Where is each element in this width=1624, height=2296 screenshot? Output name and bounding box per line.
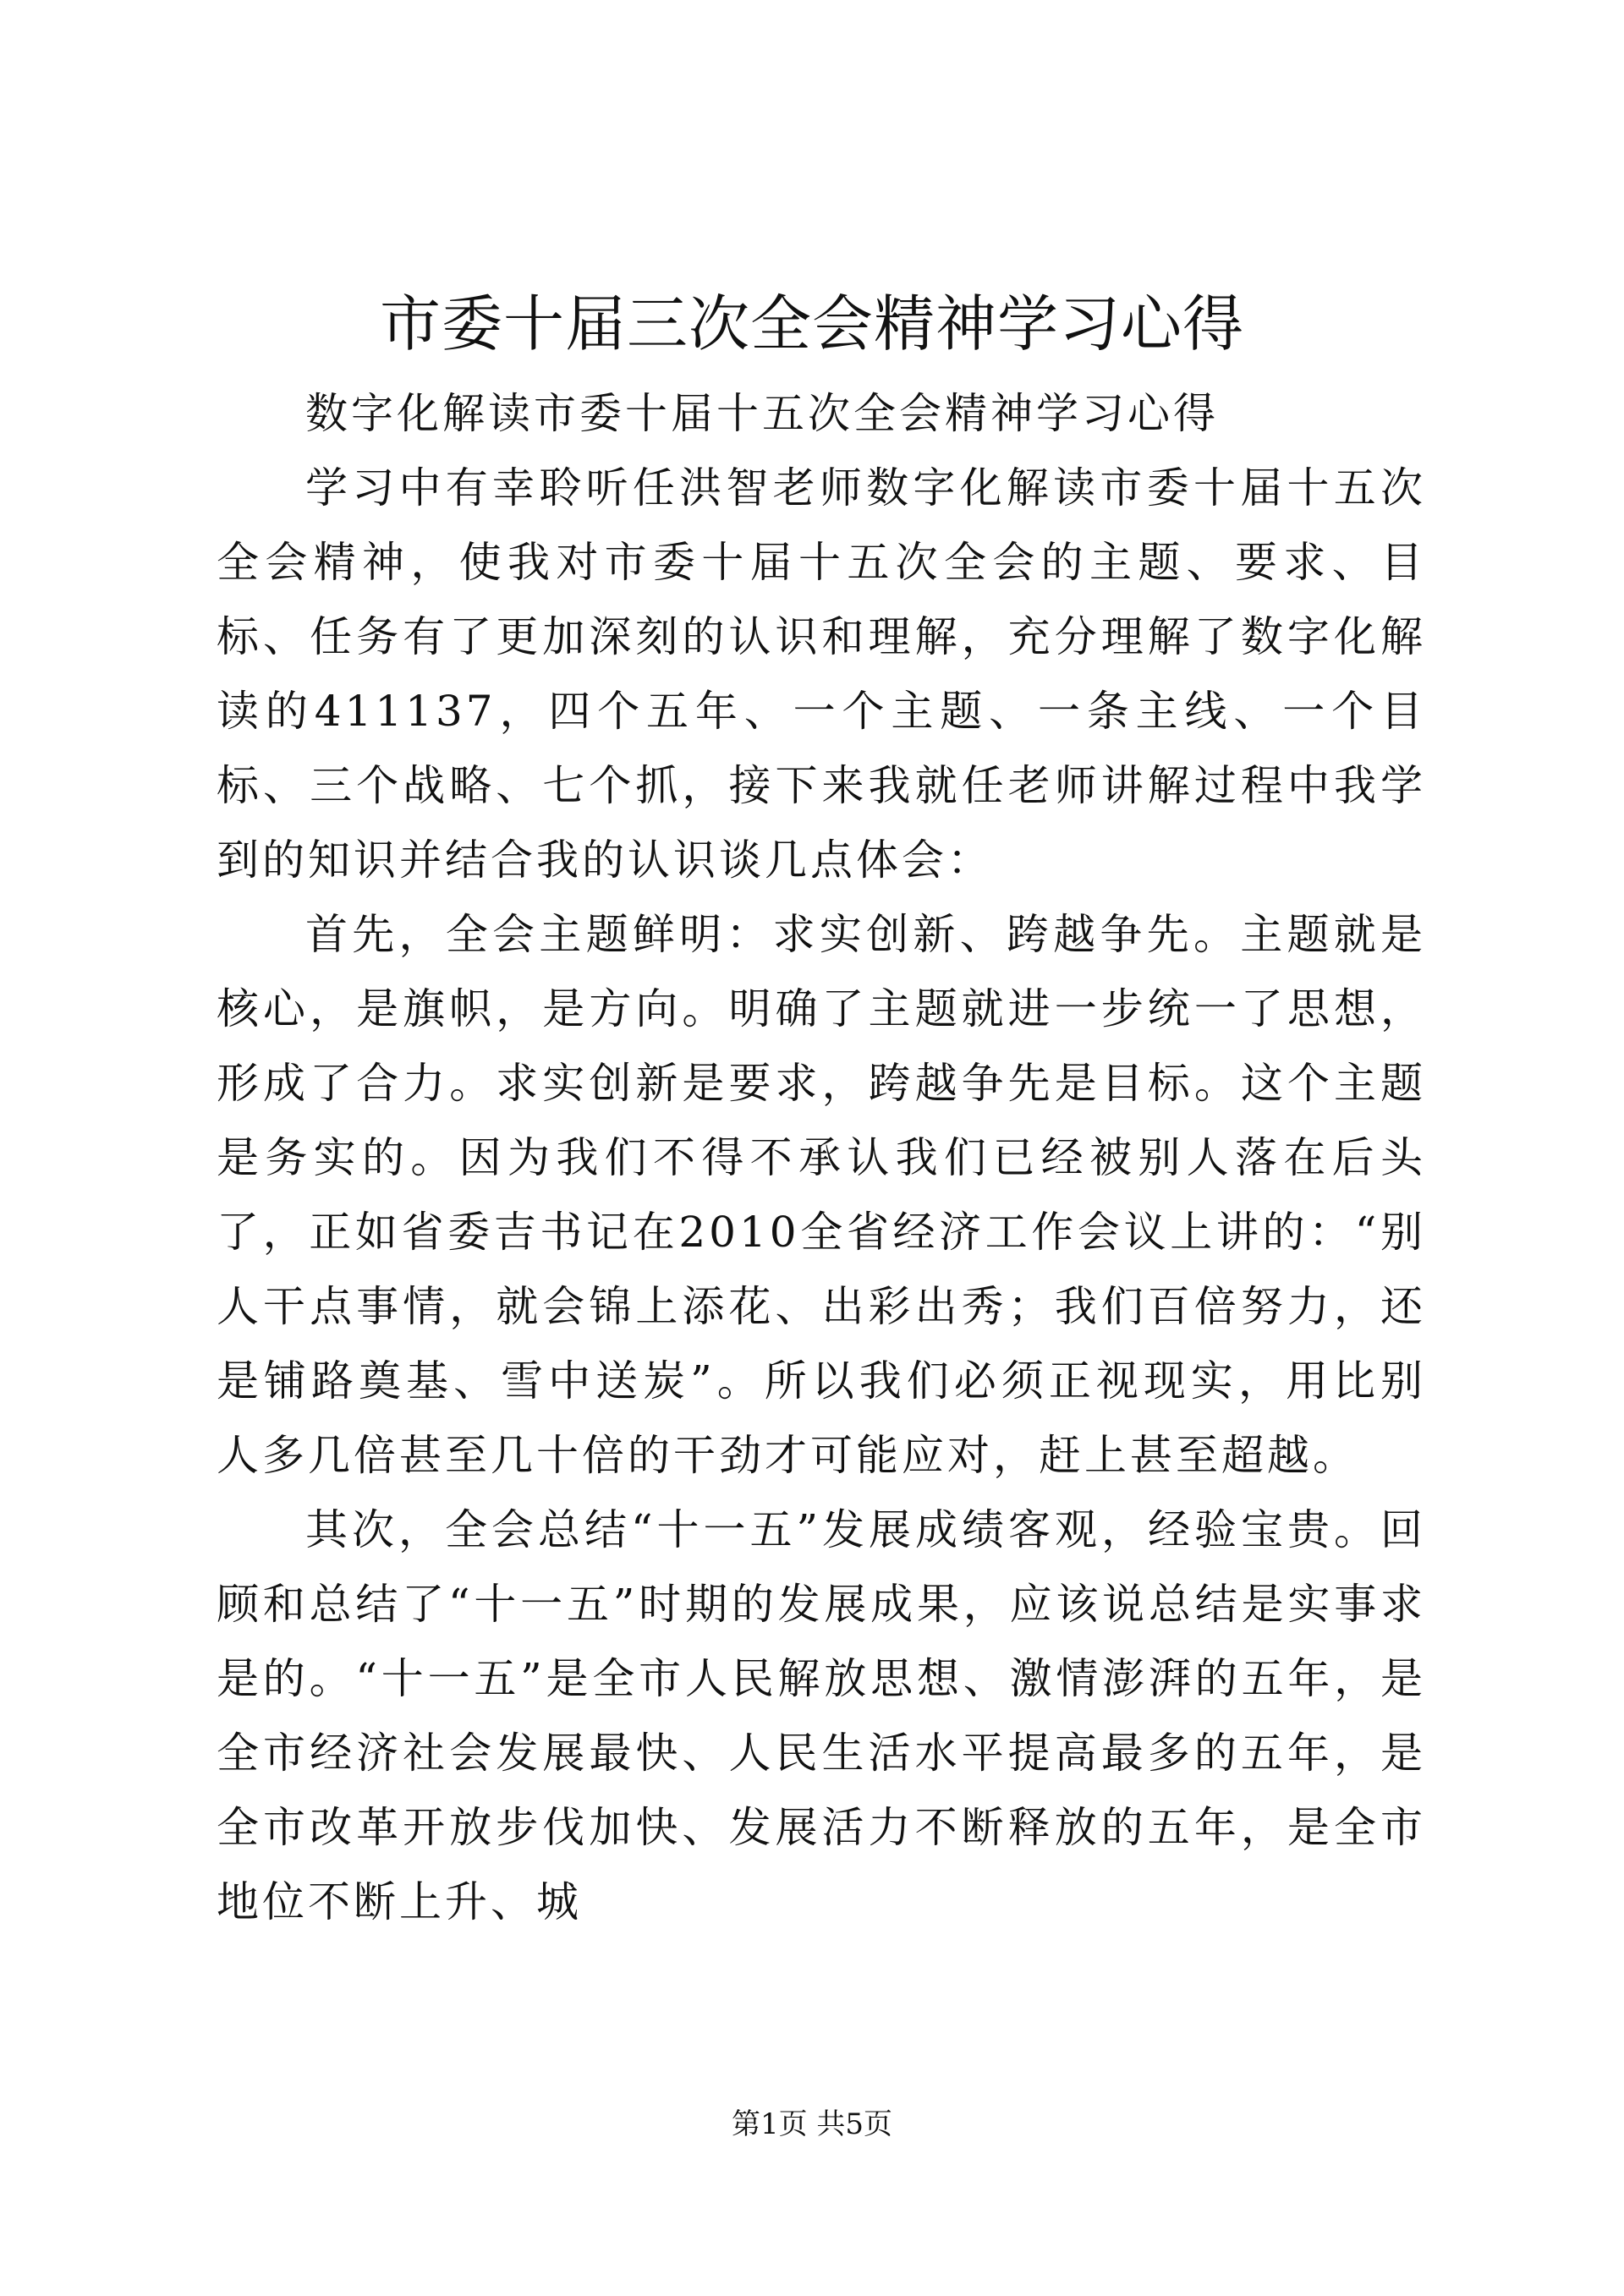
document-body: [217, 376, 1426, 1939]
paragraph-intro: 学习中有幸聆听任洪智老师数字化解读市委十届十五次全会精神，使我对市委十届十五次全会的主题、要求、目标、任务有了更加深刻的认识和理解，充分理解了数字化解读的411137，四个五年、一个主题、一条主线、一个目标、三个战略、七个抓，接下来我就任老师讲解过程中我学到的知识并结合我的认识谈几点体会：: [217, 463, 1426, 885]
paragraph-second-point: 其次，全会总结“十一五”发展成绩客观，经验宝贵。回顾和总结了“十一五”时期的发展成果，应该说总结是实事求是的。“十一五”是全市人民解放思想、激情澎湃的五年，是全市经济社会发展最快、人民生活水平提高最多的五年，是全市改革开放步伐加快、发展活力不断释放的五年，是全市地位不断上升、城: [217, 1505, 1426, 1926]
paragraph-first-point: 首先，全会主题鲜明：求实创新、跨越争先。主题就是核心，是旗帜，是方向。明确了主题就进一步统一了思想，形成了合力。求实创新是要求，跨越争先是目标。这个主题是务实的。因为我们不得不承认我们已经被别人落在后头了，正如省委吉书记在2010全省经济工作会议上讲的：“别人干点事情，就会锦上添花、出彩出秀；我们百倍努力，还是铺路奠基、雪中送炭”。所以我们必须正视现实，用比别人多几倍甚至几十倍的干劲才可能应对，赶上甚至超越。: [217, 910, 1426, 1480]
page-number-footer: 第1页 共5页: [731, 2107, 893, 2141]
document-title: 市委十届三次全会精神学习心得: [379, 288, 1244, 359]
document-subtitle: 数字化解读市委十届十五次全会精神学习心得: [305, 389, 1219, 438]
